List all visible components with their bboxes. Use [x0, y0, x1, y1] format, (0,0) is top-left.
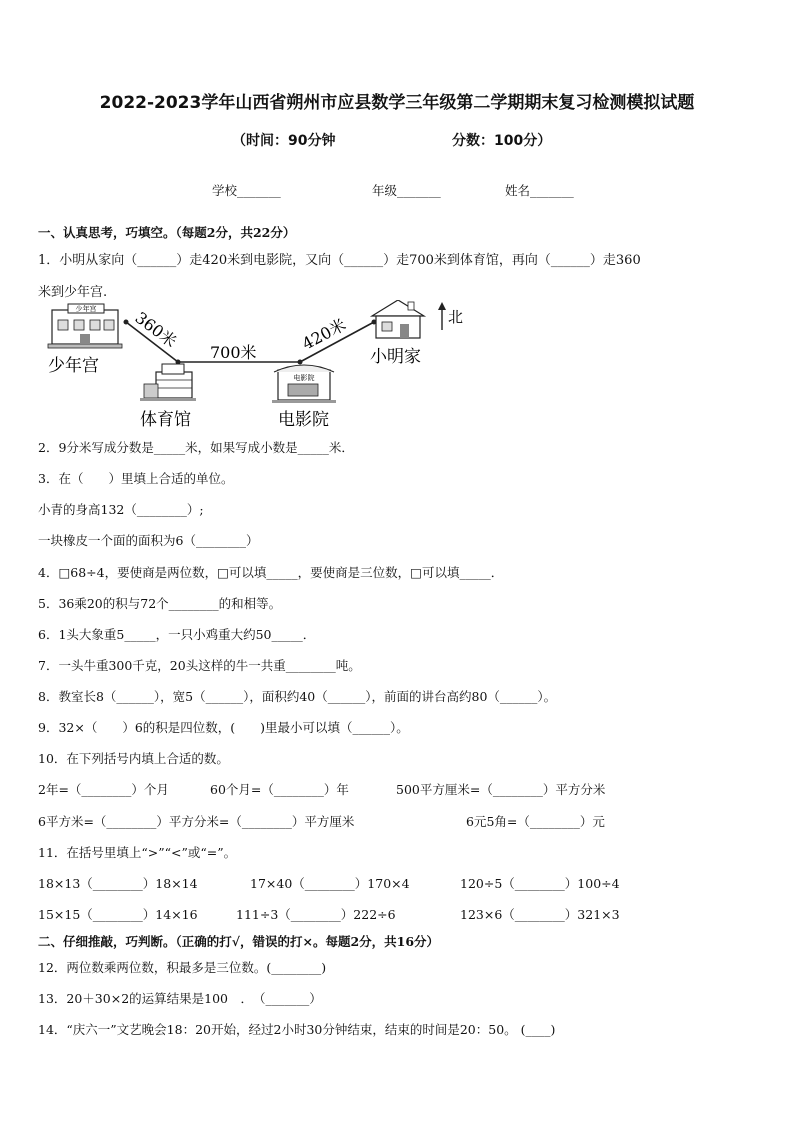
label-north: 北 — [448, 308, 464, 326]
question-9: 9．32×（ ）6的积是四位数，( )里最小可以填（______）。 — [38, 720, 409, 735]
question-7: 7．一头牛重300千克，20头这样的牛一共重________吨。 — [38, 658, 361, 673]
section-2-heading: 二、仔细推敲，巧判断。（正确的打√，错误的打×。每题2分，共16分） — [38, 934, 440, 949]
label-gym: 体育馆 — [140, 410, 191, 430]
exam-score: 分数：100分） — [452, 133, 552, 149]
label-cinema: 电影院 — [278, 410, 329, 430]
page-title: 2022-2023学年山西省朔州市应县数学三年级第二学期期末复习检测模拟试题 — [99, 93, 695, 113]
question-12: 12．两位数乘两位数，积最多是三位数。(________) — [38, 960, 327, 975]
label-youth-palace: 少年宫 — [48, 356, 99, 376]
q10-item: 500平方厘米=（________）平方分米 — [396, 782, 606, 797]
distance-420: 420米 — [298, 314, 349, 354]
q10-item: 2年=（________）个月 — [38, 782, 169, 797]
question-6: 6．1头大象重5_____，一只小鸡重大约50_____． — [38, 627, 316, 642]
question-11: 11．在括号里填上“>”“<”或“=”。 — [38, 845, 237, 860]
question-14: 14．“庆六一”文艺晚会18：20开始，经过2小时30分钟结束，结束的时间是20：50。 (____) — [38, 1022, 556, 1037]
youth-palace-sign: 少年宫 — [75, 305, 97, 313]
q10-item: 6平方米=（________）平方分米=（________）平方厘米 — [38, 814, 355, 829]
question-8: 8．教室长8（______），宽5（______），面积约40（______），前面的讲台高约80（______）。 — [38, 689, 557, 704]
name-field[interactable]: 姓名_______ — [505, 183, 574, 198]
q11-item: 111÷3（________）222÷6 — [236, 907, 396, 922]
question-1-line2: 米到少年宫. — [38, 285, 108, 300]
question-10: 10．在下列括号内填上合适的数。 — [38, 751, 229, 766]
question-3: 3．在（ ）里填上合适的单位。 — [38, 471, 234, 486]
school-field[interactable]: 学校_______ — [212, 183, 281, 198]
q11-item: 15×15（________）14×16 — [38, 907, 198, 922]
gym-building-icon — [140, 364, 196, 401]
question-1-line1: 1．小明从家向（______）走420米到电影院，又向（______）走700米到体育馆，再向（______）走360 — [38, 253, 641, 268]
question-5: 5．36乘20的积与72个________的和相等。 — [38, 596, 282, 611]
section-1-heading: 一、认真思考，巧填空。（每题2分，共22分） — [38, 225, 296, 240]
grade-field[interactable]: 年级_______ — [372, 183, 441, 198]
question-3b: 一块橡皮一个面的面积为6（________） — [38, 533, 259, 548]
q10-item: 60个月=（________）年 — [210, 782, 349, 797]
q11-item: 18×13（________）18×14 — [38, 876, 198, 891]
q11-item: 123×6（________）321×3 — [460, 907, 620, 922]
q11-item: 120÷5（________）100÷4 — [460, 876, 620, 891]
home-house-icon — [372, 300, 424, 338]
question-2: 2．9分米写成分数是_____米，如果写成小数是_____米． — [38, 440, 354, 455]
cinema-building-icon — [272, 365, 336, 403]
question-3a: 小青的身高132（________）; — [38, 502, 204, 517]
route-map — [38, 300, 478, 435]
exam-time: （时间：90分钟 — [232, 133, 336, 149]
label-home: 小明家 — [370, 347, 421, 367]
north-arrow-icon — [438, 302, 446, 330]
distance-360: 360米 — [131, 308, 181, 352]
q11-item: 17×40（________）170×4 — [250, 876, 410, 891]
distance-700: 700米 — [210, 343, 257, 362]
cinema-sign: 电影院 — [293, 374, 315, 382]
question-4: 4．□68÷4，要使商是两位数，□可以填_____，要使商是三位数，□可以填_____． — [38, 565, 504, 580]
question-13: 13．20＋30×2的运算结果是100 ． （_______） — [38, 991, 322, 1006]
q10-item: 6元5角=（________）元 — [466, 814, 605, 829]
